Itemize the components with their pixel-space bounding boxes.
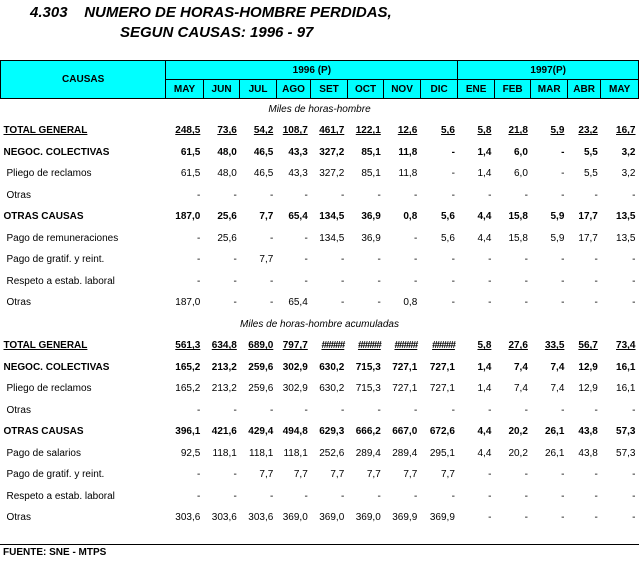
table-cell: 5,9 — [550, 125, 565, 137]
table-cell: - — [413, 275, 418, 287]
table-cell: 57,3 — [616, 426, 636, 438]
table-cell: - — [594, 189, 598, 201]
table-row — [1, 142, 639, 164]
row-label: Respeto a estab. laboral — [6, 490, 115, 502]
table-cell: 7,7 — [259, 211, 274, 223]
row-label: NEGOC. COLECTIVAS — [3, 361, 110, 373]
table-cell: - — [524, 404, 528, 416]
table-cell: - — [488, 404, 492, 416]
table-cell: 187,0 — [175, 297, 201, 309]
table-cell: - — [524, 490, 528, 502]
table-cell: 65,4 — [288, 297, 308, 309]
header-month-feb: FEB — [494, 80, 531, 99]
table-cell: 259,6 — [248, 383, 274, 395]
table-cell: 13,5 — [616, 232, 636, 244]
table-cell: 26,1 — [544, 447, 565, 459]
table-cell: - — [233, 254, 237, 266]
table-cell: - — [524, 469, 528, 481]
table-cell: - — [488, 469, 492, 481]
table-cell: 5,5 — [583, 146, 598, 158]
table-cell: 85,1 — [361, 146, 381, 158]
header-month-may: MAY — [601, 80, 639, 99]
table-row — [1, 486, 639, 508]
table-cell: 213,2 — [211, 383, 237, 395]
table-cell: 494,8 — [282, 426, 308, 438]
table-cell: - — [377, 254, 381, 266]
table-cell: - — [196, 189, 201, 201]
table-cell: 3,2 — [621, 168, 636, 180]
row-label: Otras — [6, 297, 31, 309]
table-cell: 369,0 — [319, 512, 345, 524]
header-row-years — [1, 61, 639, 80]
table-cell: 7,4 — [514, 383, 528, 395]
table-cell: 11,8 — [398, 168, 418, 180]
table-cell: 369,0 — [282, 512, 308, 524]
table-cell: 5,5 — [583, 168, 598, 180]
table-cell: - — [304, 232, 308, 244]
table-cell: 303,6 — [175, 512, 201, 524]
header-month-jul: JUL — [240, 80, 277, 99]
table-cell: - — [413, 232, 418, 244]
header-month-ene: ENE — [458, 80, 495, 99]
table-cell: 7,7 — [330, 469, 345, 481]
table-cell: 43,3 — [288, 146, 308, 158]
table-cell: 12,9 — [578, 361, 598, 373]
table-cell: - — [632, 490, 636, 502]
table-cell: 3,2 — [621, 146, 636, 158]
table-cell: - — [196, 232, 201, 244]
table-cell: 12,9 — [578, 383, 598, 395]
table-cell: - — [377, 490, 381, 502]
table-cell: 396,1 — [175, 426, 201, 438]
table-cell: 630,2 — [319, 383, 345, 395]
table-cell: 54,2 — [253, 125, 274, 137]
table-cell: 7,4 — [550, 383, 565, 395]
table-cell: 289,4 — [355, 447, 381, 459]
data-table — [0, 60, 639, 529]
table-cell: 302,9 — [282, 361, 308, 373]
table-row — [1, 120, 639, 142]
row-label: Respeto a estab. laboral — [6, 275, 115, 287]
header-month-may: MAY — [166, 80, 204, 99]
table-cell: - — [377, 297, 381, 309]
row-label: NEGOC. COLECTIVAS — [3, 146, 110, 158]
table-cell: 461,7 — [319, 125, 345, 137]
table-cell: - — [413, 404, 418, 416]
table-cell: ##### — [321, 340, 345, 352]
table-cell: 715,3 — [355, 361, 381, 373]
row-label: TOTAL GENERAL — [3, 340, 88, 352]
table-cell: 61,5 — [180, 146, 201, 158]
table-cell: 727,1 — [392, 361, 418, 373]
table-cell: 4,4 — [477, 232, 492, 244]
table-cell: 369,0 — [355, 512, 381, 524]
unit-note: Miles de horas-hombre — [268, 104, 371, 115]
table-cell: 630,2 — [319, 361, 345, 373]
table-cell: 26,1 — [544, 426, 565, 438]
table-cell: 1,4 — [477, 361, 492, 373]
document-title-line1: 4.303 NUMERO DE HORAS-HOMBRE PERDIDAS, — [30, 4, 392, 21]
table-cell: - — [524, 254, 528, 266]
table-cell: 727,1 — [429, 361, 455, 373]
table-cell: 369,9 — [429, 512, 455, 524]
document-title-line2: SEGUN CAUSAS: 1996 - 97 — [120, 24, 314, 41]
table-row — [1, 228, 639, 250]
table-cell: - — [413, 189, 418, 201]
table-cell: 65,4 — [288, 211, 308, 223]
table-cell: 303,6 — [248, 512, 274, 524]
table-cell: - — [196, 275, 201, 287]
table-cell: 57,3 — [616, 447, 636, 459]
table-cell: 5,8 — [477, 340, 492, 352]
table-cell: - — [269, 189, 274, 201]
table-cell: - — [594, 254, 598, 266]
table-cell: 4,4 — [477, 211, 492, 223]
table-cell: - — [451, 404, 455, 416]
table-cell: - — [233, 189, 237, 201]
table-cell: - — [340, 297, 345, 309]
table-cell: - — [413, 490, 418, 502]
table-cell: - — [196, 254, 201, 266]
table-cell: - — [561, 490, 565, 502]
table-cell: 92,5 — [180, 447, 201, 459]
table-cell: - — [304, 254, 308, 266]
table-cell: - — [377, 189, 381, 201]
table-cell: 16,1 — [616, 383, 636, 395]
unit-note-row — [1, 314, 639, 336]
row-label: Pago de gratif. y reint. — [6, 254, 105, 266]
table-cell: - — [233, 469, 237, 481]
table-cell: 213,2 — [211, 361, 237, 373]
table-cell: - — [413, 254, 418, 266]
table-cell: 259,6 — [248, 361, 274, 373]
table-cell: - — [524, 512, 528, 524]
table-cell: 421,6 — [211, 426, 237, 438]
row-label: Pago de salarios — [6, 447, 81, 459]
table-cell: 48,0 — [217, 168, 237, 180]
table-cell: - — [340, 490, 345, 502]
table-cell: - — [340, 404, 345, 416]
table-cell: - — [632, 254, 636, 266]
table-cell: - — [632, 297, 636, 309]
source-note: FUENTE: SNE - MTPS — [3, 547, 107, 558]
table-cell: - — [233, 404, 237, 416]
row-label: Pliego de reclamos — [6, 383, 92, 395]
row-label: Pago de remuneraciones — [6, 232, 119, 244]
table-cell: 36,9 — [361, 232, 381, 244]
table-cell: 36,9 — [361, 211, 381, 223]
table-cell: 327,2 — [319, 168, 345, 180]
table-cell: 5,6 — [441, 125, 455, 137]
header-month-set: SET — [311, 80, 348, 99]
table-cell: - — [488, 189, 492, 201]
table-cell: 1,4 — [477, 168, 492, 180]
table-cell: 165,2 — [175, 361, 201, 373]
table-cell: 727,1 — [429, 383, 455, 395]
table-cell: 118,1 — [283, 447, 308, 459]
table-cell: 16,1 — [616, 361, 636, 373]
table-cell: - — [561, 189, 565, 201]
table-cell: - — [632, 189, 636, 201]
table-cell: 369,9 — [392, 512, 418, 524]
table-cell: 672,6 — [429, 426, 455, 438]
table-cell: 689,0 — [248, 340, 274, 352]
table-cell: ##### — [357, 340, 381, 352]
table-cell: 25,6 — [217, 232, 237, 244]
header-month-jun: JUN — [203, 80, 240, 99]
table-cell: - — [451, 254, 455, 266]
table-cell: 5,6 — [441, 211, 455, 223]
table-cell: 108,7 — [282, 125, 308, 137]
table-row — [1, 443, 639, 465]
table-cell: 11,8 — [398, 146, 418, 158]
table-row — [1, 271, 639, 293]
table-cell: 21,8 — [508, 125, 528, 137]
table-cell: - — [233, 297, 237, 309]
table-cell: - — [451, 275, 455, 287]
table-cell: 20,2 — [508, 447, 528, 459]
table-cell: 7,7 — [259, 254, 274, 266]
table-cell: - — [488, 490, 492, 502]
table-cell: 429,4 — [248, 426, 274, 438]
table-cell: ##### — [394, 340, 418, 352]
table-cell: - — [561, 404, 565, 416]
table-cell: 666,2 — [355, 426, 381, 438]
table-cell: 25,6 — [217, 211, 237, 223]
table-cell: 7,7 — [259, 469, 274, 481]
header-causas: CAUSAS — [1, 61, 166, 99]
table-cell: 629,3 — [319, 426, 345, 438]
table-cell: - — [451, 297, 455, 309]
table-cell: 561,3 — [175, 340, 201, 352]
header-month-oct: OCT — [347, 80, 384, 99]
table-cell: - — [269, 275, 274, 287]
table-cell: 134,5 — [319, 232, 345, 244]
table-cell: - — [561, 512, 565, 524]
table-cell: 5,6 — [441, 232, 455, 244]
row-label: Otras — [6, 189, 31, 201]
table-cell: - — [488, 512, 492, 524]
table-cell: 118,1 — [249, 447, 274, 459]
table-cell: - — [594, 469, 598, 481]
table-cell: - — [451, 146, 455, 158]
table-bottom-rule — [0, 544, 639, 545]
table-cell: 4,4 — [477, 426, 492, 438]
table-cell: - — [632, 512, 636, 524]
table-cell: 5,9 — [550, 232, 565, 244]
table-cell: 43,8 — [578, 447, 598, 459]
table-cell: - — [594, 490, 598, 502]
unit-note-row — [1, 99, 639, 121]
table-cell: - — [632, 275, 636, 287]
row-label: Pago de gratif. y reint. — [6, 469, 105, 481]
table-cell: 12,6 — [397, 125, 418, 137]
table-cell: 327,2 — [319, 146, 345, 158]
header-month-nov: NOV — [384, 80, 421, 99]
table-cell: - — [304, 189, 308, 201]
row-label: Otras — [6, 512, 31, 524]
table-cell: - — [196, 404, 201, 416]
table-cell: 634,8 — [211, 340, 237, 352]
table-cell: - — [340, 254, 345, 266]
table-cell: 0,8 — [403, 297, 418, 309]
table-cell: 46,5 — [253, 168, 274, 180]
header-month-dic: DIC — [420, 80, 458, 99]
table-row — [1, 335, 639, 357]
table-cell: 7,7 — [441, 469, 455, 481]
table-cell: - — [524, 275, 528, 287]
table-cell: 17,7 — [578, 211, 598, 223]
table-cell: 797,7 — [282, 340, 308, 352]
table-cell: 715,3 — [355, 383, 381, 395]
table-cell: - — [594, 297, 598, 309]
table-cell: 0,8 — [403, 211, 418, 223]
row-label: OTRAS CAUSAS — [3, 426, 84, 438]
table-cell: 7,4 — [514, 361, 528, 373]
header-month-mar: MAR — [531, 80, 568, 99]
table-cell: - — [196, 490, 201, 502]
table-cell: 187,0 — [175, 211, 201, 223]
table-cell: - — [488, 297, 492, 309]
table-cell: 667,0 — [392, 426, 418, 438]
table-cell: 6,0 — [514, 168, 528, 180]
table-cell: 73,6 — [217, 125, 237, 137]
table-cell: 46,5 — [253, 146, 274, 158]
table-cell: - — [340, 275, 345, 287]
table-cell: - — [524, 297, 528, 309]
table-cell: - — [632, 404, 636, 416]
table-cell: 289,4 — [392, 447, 418, 459]
table-cell: 33,5 — [544, 340, 565, 352]
unit-note: Miles de horas-hombre acumuladas — [240, 318, 399, 330]
table-row — [1, 292, 639, 314]
table-cell: - — [304, 490, 308, 502]
table-cell: - — [561, 168, 565, 180]
table-row — [1, 206, 639, 228]
table-cell: 17,7 — [578, 232, 598, 244]
table-cell: - — [233, 490, 237, 502]
table-cell: 48,0 — [217, 146, 237, 158]
table-row — [1, 163, 639, 185]
table-cell: - — [269, 404, 274, 416]
table-cell: - — [451, 490, 455, 502]
header-month-abr: ABR — [567, 80, 600, 99]
table-cell: - — [304, 275, 308, 287]
table-row — [1, 249, 639, 271]
table-cell: - — [594, 512, 598, 524]
table-cell: - — [561, 275, 565, 287]
table-row — [1, 507, 639, 529]
table-cell: 134,5 — [319, 211, 345, 223]
table-cell: 43,3 — [288, 168, 308, 180]
table-cell: 7,7 — [403, 469, 418, 481]
table-cell: 252,6 — [319, 447, 345, 459]
table-row — [1, 464, 639, 486]
table-cell: - — [269, 232, 274, 244]
table-cell: - — [632, 469, 636, 481]
table-cell: 4,4 — [477, 447, 492, 459]
table-cell: - — [269, 297, 274, 309]
table-cell: 303,6 — [211, 512, 237, 524]
table-row — [1, 378, 639, 400]
table-cell: 7,7 — [293, 469, 308, 481]
table-cell: 16,7 — [616, 125, 636, 137]
table-cell: 302,9 — [282, 383, 308, 395]
table-cell: 27,6 — [508, 340, 528, 352]
table-cell: 20,2 — [508, 426, 528, 438]
table-cell: - — [196, 469, 201, 481]
table-cell: 73,4 — [616, 340, 636, 352]
table-row — [1, 400, 639, 422]
table-cell: - — [451, 168, 455, 180]
table-cell: 61,5 — [180, 168, 201, 180]
row-label: TOTAL GENERAL — [3, 125, 88, 137]
table-cell: 15,8 — [508, 232, 528, 244]
table-cell: - — [233, 275, 237, 287]
table-cell: - — [451, 189, 455, 201]
table-cell: 43,8 — [578, 426, 598, 438]
table-cell: 13,5 — [616, 211, 636, 223]
table-cell: 118,1 — [212, 447, 237, 459]
table-cell: 15,8 — [508, 211, 528, 223]
table-cell: - — [594, 404, 598, 416]
table-row — [1, 185, 639, 207]
table-cell: 1,4 — [477, 146, 492, 158]
table-cell: - — [488, 275, 492, 287]
table-cell: - — [377, 275, 381, 287]
table-cell: 7,4 — [550, 361, 565, 373]
table-cell: 165,2 — [175, 383, 201, 395]
table-cell: 248,5 — [175, 125, 201, 137]
table-cell: - — [269, 490, 274, 502]
table-cell: 85,1 — [361, 168, 381, 180]
row-label: OTRAS CAUSAS — [3, 211, 84, 223]
table-cell: - — [561, 469, 565, 481]
table-cell: - — [561, 254, 565, 266]
table-cell: 6,0 — [514, 146, 528, 158]
table-cell: 56,7 — [578, 340, 598, 352]
header-year-1996: 1996 (P) — [166, 61, 458, 80]
table-cell: - — [304, 404, 308, 416]
row-label: Otras — [6, 404, 31, 416]
table-cell: 7,7 — [366, 469, 381, 481]
table-cell: 295,1 — [429, 447, 455, 459]
table-cell: ##### — [432, 340, 455, 352]
table-row — [1, 421, 639, 443]
header-year-1997: 1997(P) — [458, 61, 639, 80]
table-cell: - — [377, 404, 381, 416]
row-label: Pliego de reclamos — [6, 168, 92, 180]
table-cell: 1,4 — [477, 383, 492, 395]
table-cell: 23,2 — [578, 125, 598, 137]
table-cell: 5,8 — [477, 125, 492, 137]
table-cell: - — [561, 297, 565, 309]
table-cell: - — [594, 275, 598, 287]
table-cell: 5,9 — [550, 211, 565, 223]
table-cell: 727,1 — [392, 383, 418, 395]
table-cell: - — [340, 189, 345, 201]
table-cell: - — [488, 254, 492, 266]
table-cell: 122,1 — [355, 125, 381, 137]
table-cell: - — [524, 189, 528, 201]
table-cell: - — [561, 146, 565, 158]
header-month-ago: AGO — [276, 80, 310, 99]
table-row — [1, 357, 639, 379]
